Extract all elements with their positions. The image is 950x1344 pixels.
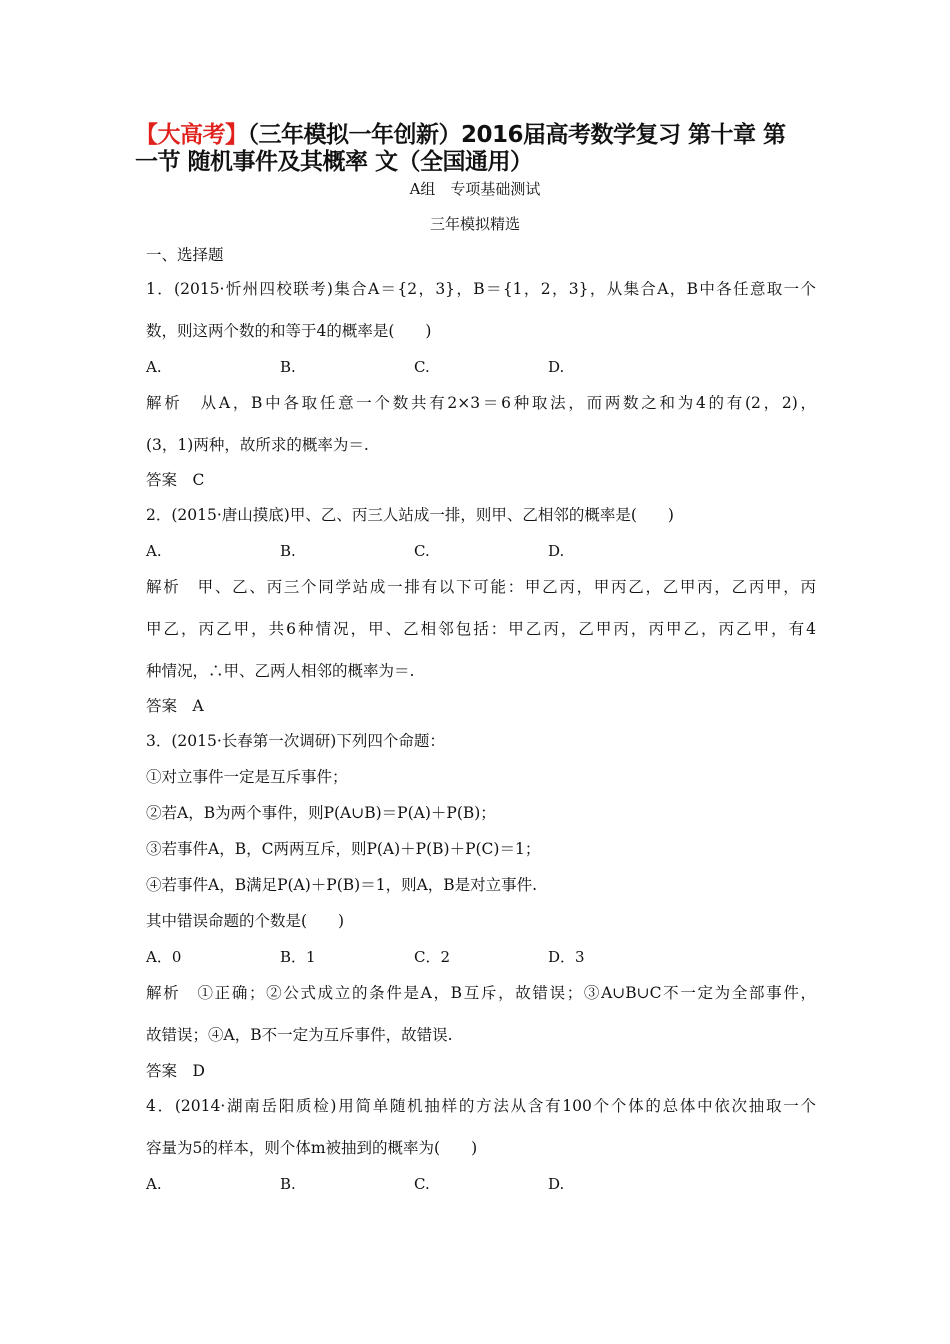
q4-option-a: A. [146, 1175, 162, 1193]
q1-option-c: C. [414, 358, 430, 376]
title-line2: 一节 随机事件及其概率 文（全国通用） [135, 149, 533, 175]
q2-stem: 2．(2015·唐山摸底)甲、乙、丙三人站成一排，则甲、乙相邻的概率是( ) [146, 506, 674, 524]
q1-analysis-line2: (3，1)两种，故所求的概率为＝. [146, 436, 369, 454]
q4-stem-line2: 容量为5的样本，则个体m被抽到的概率为( ) [146, 1139, 478, 1157]
document-title [135, 122, 825, 176]
q1-option-d: D. [548, 358, 565, 376]
q3-answer: 答案 D [146, 1062, 205, 1080]
q1-stem-line1: 1．(2015·忻州四校联考)集合A＝{2，3}，B＝{1，2，3}，从集合A，B中各任意取一个 [146, 280, 816, 298]
group-label: A组 专项基础测试 [409, 180, 541, 198]
q2-option-b: B. [280, 542, 296, 560]
q3-analysis-line1: 解析 ①正确；②公式成立的条件是A，B互斥，故错误；③A∪B∪C不一定为全部事件， [146, 984, 816, 1002]
q1-stem-line2: 数，则这两个数的和等于4的概率是( ) [146, 322, 432, 340]
q4-stem-line1: 4．(2014·湖南岳阳质检)用简单随机抽样的方法从含有100个个体的总体中依次抽取一个 [146, 1097, 816, 1115]
part-heading: 一、选择题 [146, 246, 224, 264]
q3-option-c: C．2 [414, 948, 451, 966]
q3-proposition-2: ②若A，B为两个事件，则P(A∪B)＝P(A)＋P(B)； [146, 804, 496, 822]
q1-option-b: B. [280, 358, 296, 376]
q3-option-b: B．1 [280, 948, 316, 966]
q4-option-c: C. [414, 1175, 430, 1193]
q3-question: 其中错误命题的个数是( ) [146, 912, 345, 930]
q2-analysis-line1: 解析 甲、乙、丙三个同学站成一排有以下可能：甲乙丙，甲丙乙，乙甲丙，乙丙甲，丙 [146, 578, 816, 596]
q3-proposition-3: ③若事件A，B，C两两互斥，则P(A)＋P(B)＋P(C)＝1； [146, 840, 541, 858]
q3-option-a: A．0 [146, 948, 182, 966]
subsection-title: 三年模拟精选 [429, 215, 520, 233]
q3-proposition-1: ①对立事件一定是互斥事件； [146, 768, 348, 786]
q2-option-c: C. [414, 542, 430, 560]
q1-analysis-line1: 解析 从A，B中各取任意一个数共有2×3＝6种取法，而两数之和为4的有(2，2)， [146, 394, 816, 412]
q3-option-d: D．3 [548, 948, 585, 966]
q3-stem: 3．(2015·长春第一次调研)下列四个命题： [146, 732, 445, 750]
title-line1: （三年模拟一年创新）2016届高考数学复习 第十章 第 [247, 122, 786, 148]
q3-proposition-4: ④若事件A，B满足P(A)＋P(B)＝1，则A，B是对立事件. [146, 876, 538, 894]
q2-analysis-line3: 种情况，∴甲、乙两人相邻的概率为＝. [146, 662, 415, 680]
q3-analysis-line2: 故错误；④A，B不一定为互斥事件，故错误. [146, 1026, 453, 1044]
q2-option-a: A. [146, 542, 162, 560]
q1-answer: 答案 C [146, 471, 205, 489]
q2-option-d: D. [548, 542, 565, 560]
q2-answer: 答案 A [146, 697, 204, 715]
q4-option-b: B. [280, 1175, 296, 1193]
q1-option-a: A. [146, 358, 162, 376]
q4-option-d: D. [548, 1175, 565, 1193]
q2-analysis-line2: 甲乙，丙乙甲，共6种情况，甲、乙相邻包括：甲乙丙，乙甲丙，丙甲乙，丙乙甲，有4 [146, 620, 816, 638]
title-brand: 【大高考】 [135, 122, 248, 148]
